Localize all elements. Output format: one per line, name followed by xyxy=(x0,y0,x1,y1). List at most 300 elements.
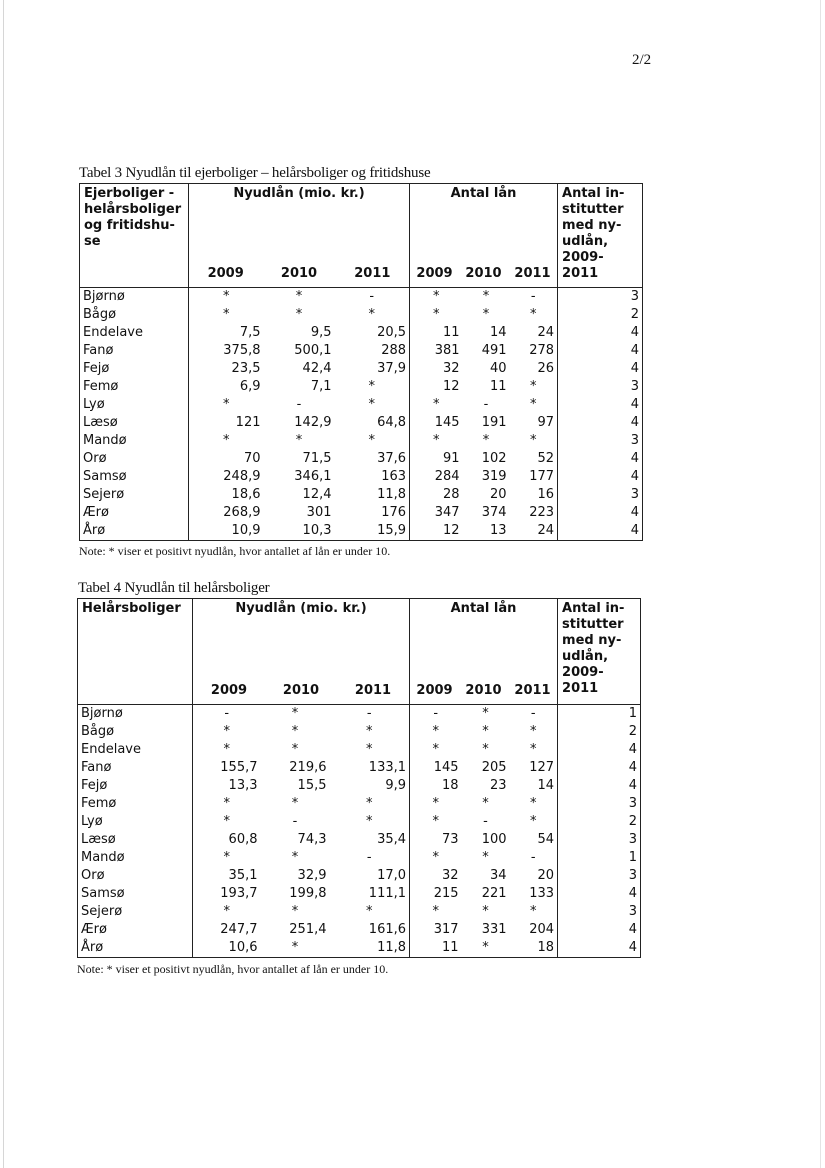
loan-count-cell: * xyxy=(482,433,490,448)
institutions-header-line: 2009- xyxy=(562,250,604,265)
loan-amount-cell: * xyxy=(223,724,230,739)
loan-count-cell: 204 xyxy=(510,921,558,939)
institutions-header-line: Antal in- xyxy=(562,601,625,616)
loan-amount-cell: 251,4 xyxy=(289,922,327,937)
loan-count-title: Antal lån xyxy=(450,186,517,201)
island-name-cell: Mandø xyxy=(80,432,189,450)
loan-amount-cell: * xyxy=(223,307,230,322)
institutions-count-cell: 4 xyxy=(558,414,643,432)
loan-count-header xyxy=(410,599,558,705)
loan-count-cell: 32 xyxy=(442,361,460,376)
row-header-line: og fritidshu- xyxy=(84,218,175,233)
year-header: 2011 xyxy=(354,266,391,281)
loan-amount-cell: * xyxy=(223,289,230,304)
loan-amount-cell: - xyxy=(292,814,298,829)
loan-amount-cell: 193,7 xyxy=(220,886,258,901)
loan-count-cell: 34 xyxy=(489,868,507,883)
loan-count-cell: 13 xyxy=(463,522,510,541)
loan-amount-cell: 12,4 xyxy=(302,487,332,502)
island-name-cell: Endelave xyxy=(80,324,189,342)
loan-amount-cell: * xyxy=(335,306,410,324)
table-row xyxy=(78,795,641,813)
loan-amount-title: Nyudlån (mio. kr.) xyxy=(235,601,367,616)
institutions-count-cell: 1 xyxy=(558,705,641,724)
institutions-count-cell: 3 xyxy=(558,486,643,504)
table-row xyxy=(80,324,643,342)
institutions-count-cell: 4 xyxy=(558,324,643,342)
loan-amount-cell: 111,1 xyxy=(330,885,410,903)
loan-count-cell: * xyxy=(432,904,440,919)
institutions-header xyxy=(558,599,641,705)
loan-amount-cell: 247,7 xyxy=(220,922,258,937)
loan-count-cell: 16 xyxy=(510,486,558,504)
institutions-count-cell: 3 xyxy=(558,831,641,849)
row-header-line: se xyxy=(84,234,101,249)
loan-count-cell: * xyxy=(433,307,440,322)
loan-amount-cell: 64,8 xyxy=(335,414,410,432)
institutions-count-cell: 4 xyxy=(558,777,641,795)
island-name-cell: Årø xyxy=(80,522,189,541)
island-name-cell: Ærø xyxy=(80,504,189,522)
loan-count-cell: 205 xyxy=(481,760,507,775)
island-name-cell: Læsø xyxy=(78,831,193,849)
year-header: 2010 xyxy=(280,266,318,281)
loan-count-cell: - xyxy=(510,849,558,867)
loan-amount-cell: 199,8 xyxy=(289,886,327,901)
institutions-header xyxy=(558,184,643,288)
table4-caption: Tabel 4 Nyudlån til helårsboliger xyxy=(78,580,270,596)
institutions-count-cell: 1 xyxy=(558,849,641,867)
island-name-cell: Orø xyxy=(80,450,189,468)
year-header: 2010 xyxy=(282,683,320,698)
loan-count-cell: * xyxy=(482,850,489,865)
loan-amount-cell: * xyxy=(291,742,299,757)
institutions-count-cell: 4 xyxy=(558,360,643,378)
loan-amount-cell: 142,9 xyxy=(294,415,332,430)
loan-amount-cell: 15,5 xyxy=(297,778,327,793)
loan-count-cell: - xyxy=(510,705,558,724)
loan-count-cell: * xyxy=(510,741,558,759)
loan-amount-cell: 15,9 xyxy=(335,522,410,541)
institutions-header-line: Antal in- xyxy=(562,186,625,201)
loan-amount-cell: * xyxy=(291,796,299,811)
year-header: 2011 xyxy=(514,683,551,698)
page-edge-right xyxy=(820,0,821,1168)
loan-count-cell: 331 xyxy=(481,922,507,937)
loan-count-cell: * xyxy=(433,397,440,412)
year-header: 2011 xyxy=(354,683,392,698)
island-name-cell: Bjørnø xyxy=(78,705,193,724)
row-header-line: Ejerboliger - xyxy=(84,186,175,201)
loan-count-cell: * xyxy=(510,903,558,921)
institutions-count-cell: 4 xyxy=(558,759,641,777)
table-row xyxy=(80,396,643,414)
table-row xyxy=(80,450,643,468)
loan-count-cell: 97 xyxy=(510,414,558,432)
loan-count-cell: * xyxy=(482,307,490,322)
loan-amount-header xyxy=(193,599,410,705)
loan-amount-cell: * xyxy=(330,795,410,813)
island-name-cell: Fejø xyxy=(78,777,193,795)
row-header-line: helårsboliger xyxy=(84,202,182,217)
island-name-cell: Årø xyxy=(78,939,193,958)
institutions-count-cell: 3 xyxy=(558,432,643,450)
loan-amount-cell: * xyxy=(223,433,230,448)
loan-count-cell: * xyxy=(433,289,440,304)
year-header: 2010 xyxy=(465,266,502,281)
island-name-cell: Fejø xyxy=(80,360,189,378)
institutions-count-cell: 4 xyxy=(558,921,641,939)
loan-amount-cell: 155,7 xyxy=(220,760,258,775)
loan-amount-cell: * xyxy=(330,741,410,759)
loan-count-cell: * xyxy=(433,433,440,448)
loan-count-cell: 100 xyxy=(481,832,507,847)
loan-amount-cell: 35,4 xyxy=(330,831,410,849)
loan-amount-cell: * xyxy=(223,397,230,412)
loan-count-cell: 319 xyxy=(481,469,507,484)
table-row xyxy=(80,522,643,541)
island-name-cell: Samsø xyxy=(78,885,193,903)
loan-count-cell: 145 xyxy=(433,760,459,775)
institutions-count-cell: 2 xyxy=(558,306,643,324)
loan-count-cell: * xyxy=(510,378,558,396)
institutions-count-cell: 2 xyxy=(558,723,641,741)
institutions-header-line: udlån, xyxy=(562,234,609,249)
table4-note: Note: * viser et positivt nyudlån, hvor antallet af lån er under 10. xyxy=(77,962,389,976)
table-row xyxy=(80,414,643,432)
loan-amount-cell: - xyxy=(224,706,230,721)
island-name-cell: Orø xyxy=(78,867,193,885)
loan-amount-cell: * xyxy=(330,903,410,921)
loan-count-cell: - xyxy=(510,288,558,307)
island-name-cell: Mandø xyxy=(78,849,193,867)
table-row xyxy=(78,831,641,849)
table-row xyxy=(78,921,641,939)
loan-count-cell: 20 xyxy=(489,487,507,502)
year-header: 2011 xyxy=(514,266,551,281)
loan-amount-cell: * xyxy=(223,850,230,865)
institutions-count-cell: 3 xyxy=(558,378,643,396)
table-row xyxy=(78,741,641,759)
loan-amount-cell: 60,8 xyxy=(228,832,258,847)
table-row xyxy=(78,777,641,795)
island-name-cell: Bjørnø xyxy=(80,288,189,307)
table-row xyxy=(80,432,643,450)
loan-count-cell: 374 xyxy=(481,505,507,520)
loan-count-cell: 73 xyxy=(441,832,459,847)
loan-count-cell: * xyxy=(482,742,489,757)
row-header xyxy=(80,184,189,288)
year-header: 2009 xyxy=(210,683,248,698)
island-name-cell: Endelave xyxy=(78,741,193,759)
institutions-count-cell: 3 xyxy=(558,867,641,885)
institutions-count-cell: 3 xyxy=(558,903,641,921)
table-row xyxy=(78,867,641,885)
institutions-count-cell: 2 xyxy=(558,813,641,831)
institutions-count-cell: 4 xyxy=(558,522,643,541)
loan-count-cell: 24 xyxy=(510,522,558,541)
institutions-header-line: udlån, xyxy=(562,649,609,664)
loan-amount-cell: * xyxy=(291,850,299,865)
year-header: 2009 xyxy=(207,266,244,281)
loan-amount-cell: * xyxy=(223,904,230,919)
loan-count-cell: - xyxy=(483,814,488,829)
island-name-cell: Bågø xyxy=(78,723,193,741)
loan-count-cell: 52 xyxy=(510,450,558,468)
row-header-line: Helårsboliger xyxy=(82,601,181,616)
loan-count-cell: 215 xyxy=(433,886,459,901)
loan-amount-cell: * xyxy=(291,724,299,739)
institutions-header-line: 2011 xyxy=(562,266,599,281)
loan-count-cell: 91 xyxy=(442,451,460,466)
loan-amount-cell: 37,6 xyxy=(335,450,410,468)
loan-count-cell: 491 xyxy=(481,343,507,358)
loan-amount-cell: 35,1 xyxy=(228,868,258,883)
loan-amount-cell: * xyxy=(330,723,410,741)
loan-count-cell: 102 xyxy=(481,451,507,466)
loan-count-cell: 347 xyxy=(434,505,460,520)
loan-amount-cell: 346,1 xyxy=(294,469,332,484)
institutions-count-cell: 4 xyxy=(558,342,643,360)
table-row xyxy=(80,288,643,307)
loan-count-cell: 11 xyxy=(410,939,462,958)
loan-amount-cell: 11,8 xyxy=(330,939,410,958)
loan-amount-title: Nyudlån (mio. kr.) xyxy=(233,186,365,201)
institutions-count-cell: 4 xyxy=(558,468,643,486)
loan-amount-cell: 74,3 xyxy=(297,832,327,847)
loan-amount-cell: - xyxy=(330,705,410,724)
loan-amount-cell: 7,1 xyxy=(310,379,332,394)
loan-amount-cell: 9,9 xyxy=(330,777,410,795)
loan-amount-cell: 37,9 xyxy=(335,360,410,378)
loan-count-cell: * xyxy=(510,813,558,831)
island-name-cell: Bågø xyxy=(80,306,189,324)
loan-amount-cell: 248,9 xyxy=(223,469,261,484)
loan-count-cell: 278 xyxy=(510,342,558,360)
institutions-count-cell: 4 xyxy=(558,450,643,468)
loan-count-cell: * xyxy=(432,850,440,865)
loan-amount-cell: 161,6 xyxy=(330,921,410,939)
table-row xyxy=(78,849,641,867)
loan-amount-cell: 133,1 xyxy=(330,759,410,777)
table-row xyxy=(80,360,643,378)
loan-amount-cell: 301 xyxy=(306,505,332,520)
loan-count-cell: 177 xyxy=(510,468,558,486)
table-row xyxy=(80,342,643,360)
island-name-cell: Ærø xyxy=(78,921,193,939)
loan-count-cell: 221 xyxy=(481,886,507,901)
loan-count-cell: - xyxy=(483,397,489,412)
loan-count-cell: * xyxy=(482,289,490,304)
loan-amount-cell: 70 xyxy=(243,451,261,466)
institutions-count-cell: 4 xyxy=(558,741,641,759)
table-row xyxy=(80,504,643,522)
table3-note: Note: * viser et positivt nyudlån, hvor antallet af lån er under 10. xyxy=(79,544,391,558)
island-name-cell: Fanø xyxy=(78,759,193,777)
loan-count-cell: * xyxy=(482,904,489,919)
loan-amount-cell: * xyxy=(223,796,230,811)
loan-count-cell: 32 xyxy=(441,868,459,883)
loan-count-cell: * xyxy=(462,939,510,958)
loan-amount-cell: 13,3 xyxy=(228,778,258,793)
loan-count-cell: * xyxy=(510,396,558,414)
institutions-count-cell: 3 xyxy=(558,795,641,813)
institutions-count-cell: 3 xyxy=(558,288,643,307)
loan-amount-cell: 268,9 xyxy=(223,505,261,520)
loan-count-cell: * xyxy=(432,814,440,829)
loan-amount-cell: * xyxy=(295,289,303,304)
loan-amount-cell: 32,9 xyxy=(297,868,327,883)
loan-count-cell: 11 xyxy=(442,325,460,340)
loan-amount-cell: 10,3 xyxy=(264,522,335,541)
loan-amount-cell: * xyxy=(261,939,330,958)
page-edge-left xyxy=(3,0,4,1168)
loan-amount-cell: 42,4 xyxy=(302,361,332,376)
loan-amount-cell: * xyxy=(291,904,299,919)
loan-amount-cell: 288 xyxy=(335,342,410,360)
loan-count-cell: * xyxy=(432,796,440,811)
loan-amount-cell: 6,9 xyxy=(239,379,261,394)
loan-amount-cell: 375,8 xyxy=(223,343,261,358)
table-row xyxy=(78,903,641,921)
table-row xyxy=(78,885,641,903)
loan-count-header xyxy=(410,184,558,288)
island-name-cell: Sejerø xyxy=(78,903,193,921)
table-row xyxy=(78,939,641,958)
loan-amount-cell: 10,9 xyxy=(189,522,264,541)
loan-amount-cell: * xyxy=(295,433,303,448)
loan-amount-cell: * xyxy=(335,378,410,396)
loan-count-cell: 20 xyxy=(510,867,558,885)
institutions-header-line: 2009- xyxy=(562,665,604,680)
loan-amount-cell: 23,5 xyxy=(231,361,261,376)
loan-count-cell: * xyxy=(482,706,489,721)
loan-amount-cell: 9,5 xyxy=(310,325,332,340)
loan-amount-cell: * xyxy=(335,396,410,414)
loan-count-cell: 381 xyxy=(434,343,460,358)
loan-count-cell: 133 xyxy=(510,885,558,903)
loan-count-cell: 317 xyxy=(433,922,459,937)
loan-count-cell: * xyxy=(432,742,440,757)
island-name-cell: Femø xyxy=(78,795,193,813)
island-name-cell: Femø xyxy=(80,378,189,396)
loan-amount-cell: 163 xyxy=(335,468,410,486)
institutions-count-cell: 4 xyxy=(558,939,641,958)
loan-amount-header xyxy=(189,184,410,288)
loan-count-cell: * xyxy=(510,432,558,450)
loan-amount-cell: 500,1 xyxy=(294,343,332,358)
loan-count-cell: 14 xyxy=(489,325,507,340)
table-row xyxy=(80,486,643,504)
table4 xyxy=(77,598,641,958)
loan-count-cell: 26 xyxy=(510,360,558,378)
table-row xyxy=(80,378,643,396)
island-name-cell: Fanø xyxy=(80,342,189,360)
loan-count-cell: 12 xyxy=(442,379,460,394)
island-name-cell: Lyø xyxy=(80,396,189,414)
loan-amount-cell: * xyxy=(335,432,410,450)
table-row xyxy=(80,468,643,486)
table3-caption: Tabel 3 Nyudlån til ejerboliger – helårsboliger og fritidshuse xyxy=(79,165,431,181)
loan-amount-cell: 11,8 xyxy=(335,486,410,504)
loan-count-cell: 18 xyxy=(441,778,459,793)
table-row xyxy=(80,306,643,324)
institutions-count-cell: 4 xyxy=(558,396,643,414)
loan-amount-cell: * xyxy=(330,813,410,831)
loan-amount-cell: * xyxy=(295,307,303,322)
loan-count-cell: 24 xyxy=(510,324,558,342)
table-row xyxy=(78,705,641,724)
loan-amount-cell: 176 xyxy=(335,504,410,522)
loan-count-cell: 12 xyxy=(410,522,463,541)
year-header: 2009 xyxy=(416,683,453,698)
institutions-header-line: med ny- xyxy=(562,218,622,233)
loan-count-cell: 40 xyxy=(489,361,507,376)
institutions-count-cell: 4 xyxy=(558,504,643,522)
loan-amount-cell: * xyxy=(223,742,230,757)
loan-amount-cell: - xyxy=(296,397,302,412)
table3 xyxy=(79,183,643,541)
loan-count-cell: 191 xyxy=(481,415,507,430)
loan-count-cell: * xyxy=(432,724,440,739)
loan-count-title: Antal lån xyxy=(450,601,517,616)
island-name-cell: Lyø xyxy=(78,813,193,831)
institutions-header-line: stitutter xyxy=(562,617,624,632)
page-number: 2/2 xyxy=(632,52,652,68)
loan-amount-cell: 10,6 xyxy=(193,939,261,958)
loan-count-cell: - xyxy=(433,706,439,721)
loan-count-cell: * xyxy=(482,724,489,739)
loan-amount-cell: 18,6 xyxy=(231,487,261,502)
loan-count-cell: 145 xyxy=(434,415,460,430)
loan-count-cell: 223 xyxy=(510,504,558,522)
loan-count-cell: 14 xyxy=(510,777,558,795)
loan-count-cell: 54 xyxy=(510,831,558,849)
loan-amount-cell: - xyxy=(330,849,410,867)
loan-amount-cell: * xyxy=(223,814,230,829)
institutions-header-line: med ny- xyxy=(562,633,622,648)
loan-count-cell: 23 xyxy=(489,778,507,793)
table-row xyxy=(78,813,641,831)
island-name-cell: Sejerø xyxy=(80,486,189,504)
table-row xyxy=(78,759,641,777)
loan-count-cell: 127 xyxy=(510,759,558,777)
loan-count-cell: 11 xyxy=(489,379,507,394)
loan-count-cell: * xyxy=(510,795,558,813)
island-name-cell: Samsø xyxy=(80,468,189,486)
loan-amount-cell: 71,5 xyxy=(302,451,332,466)
loan-amount-cell: 7,5 xyxy=(239,325,261,340)
institutions-header-line: stitutter xyxy=(562,202,624,217)
loan-count-cell: 284 xyxy=(434,469,460,484)
loan-count-cell: * xyxy=(510,723,558,741)
table-row xyxy=(78,723,641,741)
loan-amount-cell: * xyxy=(291,706,299,721)
loan-amount-cell: 219,6 xyxy=(289,760,327,775)
institutions-count-cell: 4 xyxy=(558,885,641,903)
loan-amount-cell: 121 xyxy=(235,415,261,430)
row-header xyxy=(78,599,193,705)
island-name-cell: Læsø xyxy=(80,414,189,432)
loan-amount-cell: 17,0 xyxy=(330,867,410,885)
loan-amount-cell: - xyxy=(335,288,410,307)
institutions-header-line: 2011 xyxy=(562,681,599,696)
loan-count-cell: * xyxy=(482,796,489,811)
loan-count-cell: 18 xyxy=(510,939,558,958)
loan-amount-cell: 20,5 xyxy=(335,324,410,342)
year-header: 2010 xyxy=(465,683,502,698)
loan-count-cell: * xyxy=(510,306,558,324)
